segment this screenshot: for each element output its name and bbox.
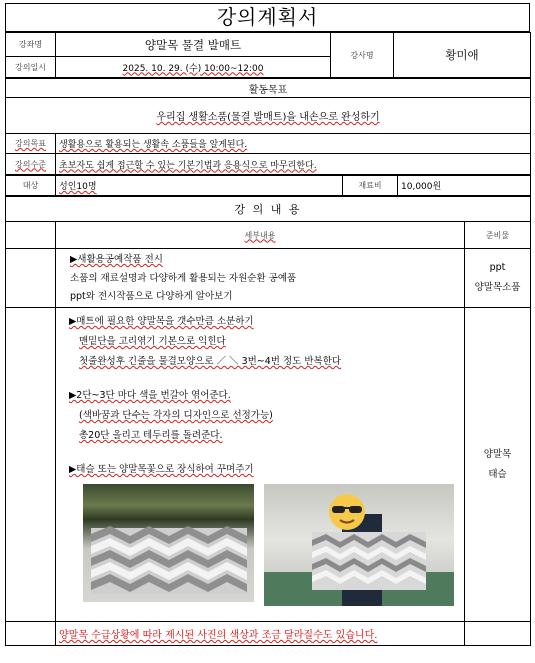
course-label: 강좌명 [6, 33, 56, 57]
mat-photo-held [264, 484, 454, 606]
date-label: 강의일시 [6, 57, 56, 78]
target-value: 성인10명 [56, 176, 343, 196]
instructor-name: 황미애 [394, 33, 531, 78]
prep-item: 양말목 [483, 448, 512, 460]
fee-value: 10,000원 [398, 176, 531, 196]
goals-main: 우리집 생활소품(물결 발매트)을 내손으로 완성하기 [6, 98, 531, 134]
goals-table [5, 78, 531, 175]
prep-item: ppt [489, 262, 506, 273]
exhibit-line: 소품의 재료설명과 다양하게 활용되는 자원순환 공예품 [70, 273, 297, 284]
step-line: ▶태슬 또는 양말목꽃으로 장식하여 꾸며주기 [69, 464, 254, 475]
blank-cell [465, 622, 531, 646]
section-exhibit [56, 249, 465, 308]
prep-column-header: 준비물 [465, 222, 531, 249]
blank-cell [6, 222, 56, 249]
sunglasses-face-icon [329, 494, 365, 530]
target-label: 대상 [6, 176, 56, 196]
step-line: 맨밑단을 고리엮기 기본으로 익힌다 [79, 336, 226, 347]
goals-header: 활동목표 [6, 79, 531, 98]
lecture-plan-document [5, 3, 530, 646]
instructor-label: 강사명 [331, 33, 394, 78]
fee-label: 재료비 [343, 176, 398, 196]
step-line: ▶매트에 필요한 양말목을 갯수만큼 소분하기 [69, 316, 254, 327]
date-value: 2025. 10. 29. (수) 10:00~12:00 [56, 57, 331, 78]
blank-cell [6, 249, 56, 308]
step-line: 총20단 올리고 테두리를 돌려준다. [79, 430, 223, 441]
detail-column-header: 세부내용 [56, 222, 465, 249]
exhibit-line: ppt와 전시작품으로 다양하게 알아보기 [70, 291, 233, 302]
content-table [5, 196, 531, 646]
prep-exhibit [465, 249, 531, 308]
making-steps [59, 312, 461, 480]
goal-text: 생활용으로 활용되는 생활속 소품들을 알게된다. [56, 134, 531, 154]
exhibit-line: ▶새활용공예작품 전시 [70, 254, 163, 265]
level-text: 초보자도 쉽게 접근할 수 있는 기본기법과 응용식으로 마무리한다. [56, 154, 531, 175]
prep-item: 태슬 [488, 468, 507, 480]
meta-table [5, 175, 531, 196]
blank-cell [6, 308, 56, 622]
photo-row [59, 480, 461, 606]
mat-photo-floor [83, 484, 254, 602]
prep-item: 양말목소품 [474, 282, 521, 293]
blank-cell [6, 622, 56, 646]
course-name: 양말목 물결 발매트 [56, 33, 331, 57]
notice-text: 양말목 수급상황에 따라 제시된 사진의 색상과 조금 달라질수도 있습니다. [56, 622, 465, 646]
goal-label: 강의목표 [6, 134, 56, 154]
content-header: 강 의 내 용 [6, 197, 531, 222]
step-line: ▶2단~3단 마다 색을 번갈아 엮어준다. [69, 390, 231, 401]
step-line: (색바꿈과 단수는 각자의 디자인으로 선정가능) [79, 410, 273, 421]
document-title: 강의계획서 [5, 3, 530, 32]
step-line: 첫줄완성후 긴줄을 물결모양으로 ／ ＼ 3번~4번 정도 반복한다 [79, 356, 342, 367]
level-label: 강의수준 [6, 154, 56, 175]
prep-making [465, 308, 531, 622]
section-making [56, 308, 465, 622]
info-table [5, 32, 531, 78]
